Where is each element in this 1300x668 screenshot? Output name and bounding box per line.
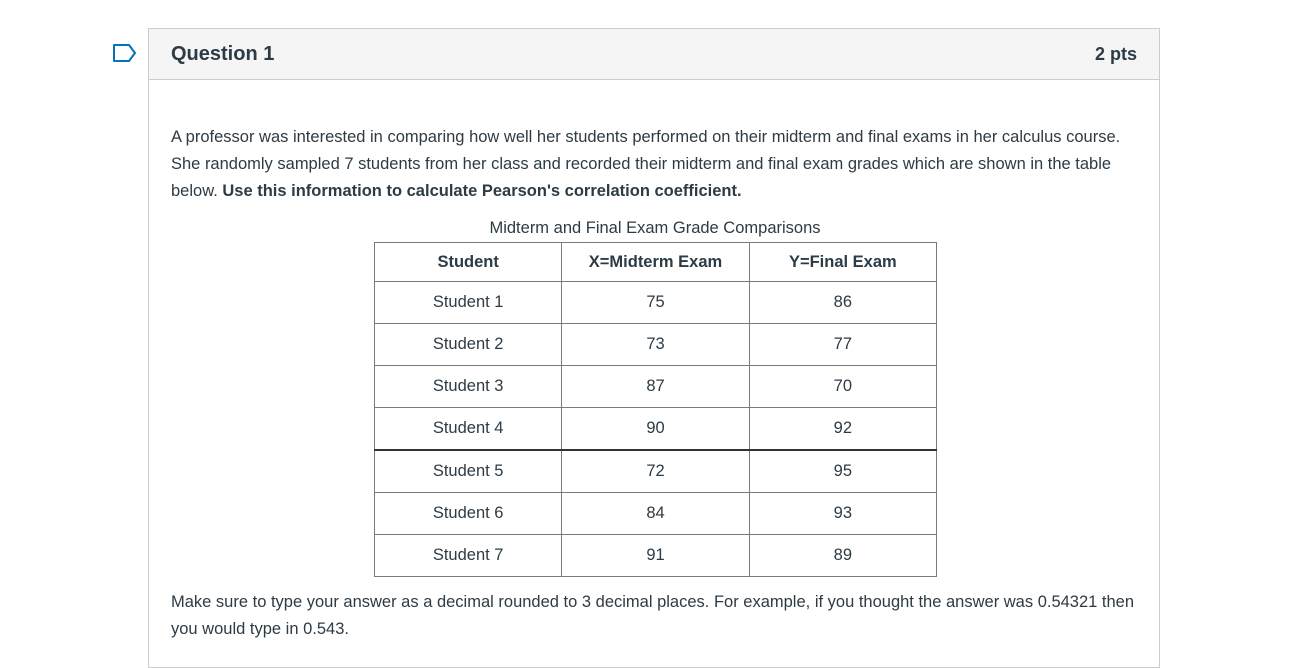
table-row <box>375 408 937 451</box>
cell-midterm: 73 <box>562 324 749 366</box>
flag-question-icon[interactable] <box>112 43 138 63</box>
question-title: Question 1 <box>171 42 275 65</box>
cell-final: 93 <box>749 493 936 535</box>
cell-student: Student 6 <box>375 493 562 535</box>
cell-midterm: 90 <box>562 408 749 451</box>
cell-student: Student 2 <box>375 324 562 366</box>
question-header <box>149 29 1159 80</box>
header-final: Y=Final Exam <box>749 243 936 282</box>
cell-final: 89 <box>749 535 936 577</box>
cell-midterm: 87 <box>562 366 749 408</box>
table-row <box>375 324 937 366</box>
cell-student: Student 1 <box>375 282 562 324</box>
header-student: Student <box>375 243 562 282</box>
question-text <box>171 124 1137 205</box>
cell-midterm: 75 <box>562 282 749 324</box>
table-header-row <box>375 243 937 282</box>
cell-student: Student 7 <box>375 535 562 577</box>
question-instruction: Use this information to calculate Pearson's correlation coefficient. <box>222 182 742 200</box>
cell-student: Student 4 <box>375 408 562 451</box>
cell-final: 77 <box>749 324 936 366</box>
cell-student: Student 3 <box>375 366 562 408</box>
cell-final: 95 <box>749 450 936 493</box>
question-points: 2 pts <box>1094 43 1137 64</box>
cell-final: 86 <box>749 282 936 324</box>
header-midterm: X=Midterm Exam <box>562 243 749 282</box>
cell-final: 70 <box>749 366 936 408</box>
answer-instructions: Make sure to type your answer as a decimal rounded to 3 decimal places. For example, if you thought the answer was 0.54321 then you would type in 0.543. <box>171 593 1135 638</box>
question-card <box>148 28 1160 668</box>
table-caption: Midterm and Final Exam Grade Comparisons <box>489 219 821 237</box>
grades-table <box>374 242 937 577</box>
table-row <box>375 535 937 577</box>
cell-midterm: 72 <box>562 450 749 493</box>
table-row <box>375 366 937 408</box>
table-row <box>375 493 937 535</box>
question-intro: A professor was interested in comparing how well her students performed on their midterm and final exams in her calculus course. She randomly sampled 7 students from her class and recorded their midterm and final exam grades which are shown in the table below. <box>171 128 1121 200</box>
table-row <box>375 282 937 324</box>
cell-final: 92 <box>749 408 936 451</box>
cell-midterm: 84 <box>562 493 749 535</box>
cell-student: Student 5 <box>375 450 562 493</box>
cell-midterm: 91 <box>562 535 749 577</box>
question-body <box>149 80 1159 643</box>
table-row <box>375 450 937 493</box>
